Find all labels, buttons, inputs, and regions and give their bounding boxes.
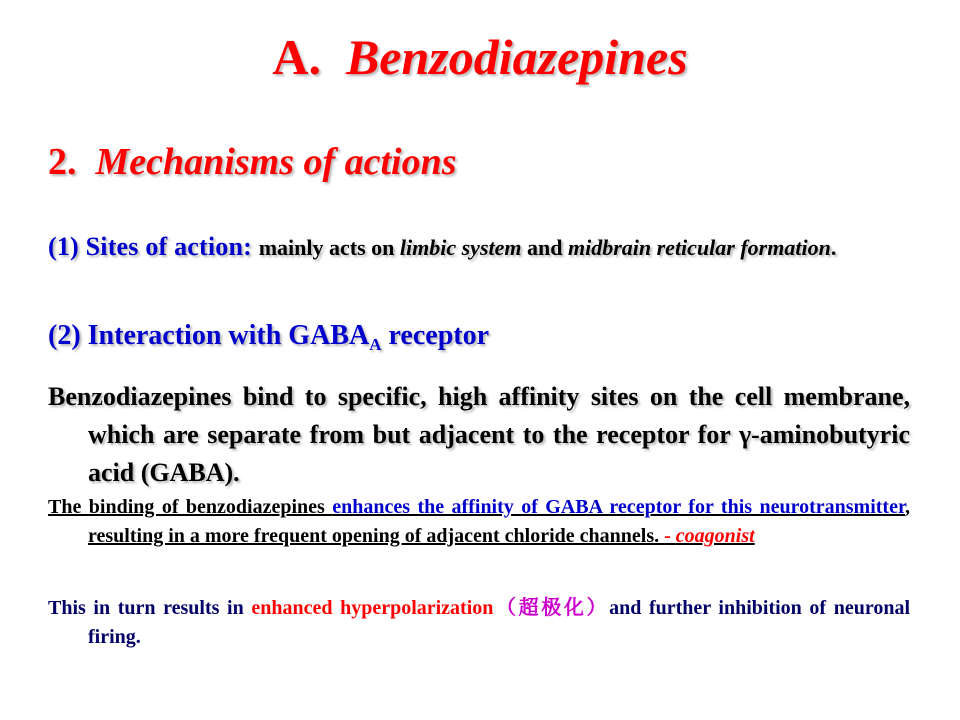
interaction-subscript: A	[369, 335, 382, 354]
limbic-system-term: limbic system	[399, 235, 522, 260]
slide-title	[0, 28, 960, 86]
hyperpolarization-term: enhanced hyperpolarization	[251, 597, 494, 619]
midbrain-term: midbrain reticular formation	[567, 235, 831, 260]
sites-of-action-paragraph	[48, 228, 910, 265]
sites-text-1: mainly acts on	[258, 235, 400, 260]
enhances-part-3: , resulting in a more frequent opening of adjacent chloride channels.	[88, 496, 910, 548]
section-heading: 2. Mechanisms of actions	[48, 141, 457, 183]
result-part-1: This in turn results in	[48, 597, 252, 619]
title-text: A. Benzodiazepines	[272, 29, 688, 85]
enhances-paragraph	[48, 493, 910, 551]
sites-text-2: and	[521, 235, 568, 260]
binding-paragraph: Benzodiazepines bind to specific, high affinity sites on the cell membrane, which are separate from but adjacent to the receptor for γ-aminobutyric acid (GABA).	[48, 382, 910, 487]
sites-label: (1) Sites of action:	[48, 232, 259, 261]
coagonist-term: coagonist	[675, 525, 755, 548]
interaction-prefix: (2) Interaction with GABA	[48, 320, 370, 351]
enhances-part-1: The binding of benzodiazepines	[48, 496, 333, 518]
result-paragraph	[48, 593, 910, 652]
sites-end: .	[830, 235, 837, 260]
enhances-dash: -	[664, 525, 676, 548]
interaction-suffix: receptor	[381, 320, 490, 351]
result-part-4: and further inhibition of neuronal firing.	[88, 597, 911, 648]
interaction-heading	[48, 320, 910, 355]
enhances-part-2: enhances the affinity of GABA receptor for this neurotransmitter	[332, 496, 905, 518]
chinese-term: （超极化）	[493, 595, 610, 619]
